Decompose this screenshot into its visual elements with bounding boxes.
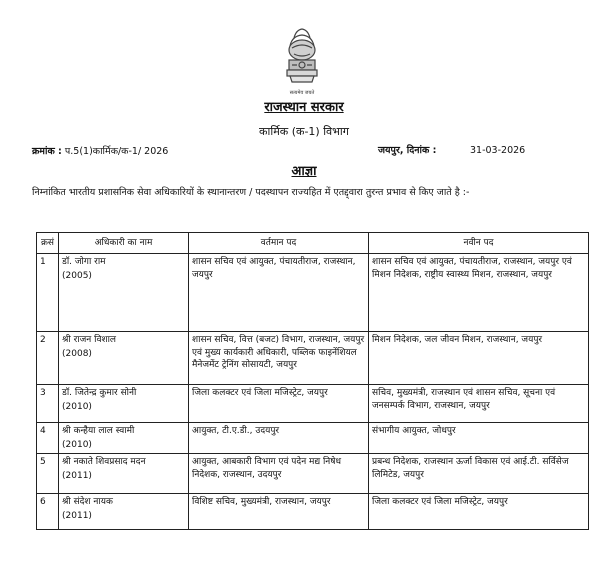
table-row [37, 385, 589, 423]
current-post: शासन सचिव, वित्त (बजट) विभाग, राजस्थान, जयपुर एवं मुख्य कार्यकारी अधिकारी, पब्लिक फाइनेंशियल मैनेजमेंट ट्रेनिंग सोसायटी, जयपुर [189, 332, 369, 385]
row-serial: 4 [37, 423, 59, 454]
order-number-value: प.5(1)कार्मिक/क-1/ 2026 [64, 146, 169, 157]
officer-batch: (2010) [62, 401, 92, 412]
order-heading: आज्ञा [291, 164, 317, 179]
order-number-label: क्रमांक : [32, 146, 62, 157]
new-post: प्रबन्ध निदेशक, राजस्थान ऊर्जा विकास एवं आई.टी. सर्विसेज लिमिटेड, जयपुर [369, 454, 589, 494]
officer-name: डॉ. जोगा राम [62, 257, 106, 267]
new-post: सचिव, मुख्यमंत्री, राजस्थान एवं शासन सचिव, सूचना एवं जनसम्पर्क विभाग, राजस्थान, जयपुर [369, 385, 589, 423]
transfer-table [36, 232, 589, 530]
column-header-new-post: नवीन पद [369, 233, 589, 254]
current-post: विशिष्ट सचिव, मुख्यमंत्री, राजस्थान, जयपुर [189, 494, 369, 530]
current-post: जिला कलक्टर एवं जिला मजिस्ट्रेट, जयपुर [189, 385, 369, 423]
department-title: कार्मिक (क-1) विभाग [259, 125, 349, 138]
officer-cell [59, 385, 189, 423]
table-row [37, 454, 589, 494]
table-row [37, 494, 589, 530]
column-header-sno: क्रसं [37, 233, 59, 254]
state-emblem [276, 24, 328, 102]
officer-batch: (2005) [62, 270, 92, 281]
officer-cell [59, 332, 189, 385]
officer-cell [59, 254, 189, 332]
place-date-label: जयपुर, दिनांक : [378, 145, 437, 156]
new-post: संभागीय आयुक्त, जोधपुर [369, 423, 589, 454]
row-serial: 5 [37, 454, 59, 494]
current-post: आयुक्त, टी.ए.डी., उदयपुर [189, 423, 369, 454]
officer-name: श्री नकाते शिवप्रसाद मदन [62, 457, 146, 467]
new-post: शासन सचिव एवं आयुक्त, पंचायतीराज, राजस्थान, जयपुर एवं मिशन निदेशक, राष्ट्रीय स्वास्थ्य मिशन, राजस्थान, जयपुर [369, 254, 589, 332]
row-serial: 6 [37, 494, 59, 530]
officer-batch: (2011) [62, 470, 92, 481]
table-header-row [37, 233, 589, 254]
current-post: शासन सचिव एवं आयुक्त, पंचायतीराज, राजस्थान, जयपुर [189, 254, 369, 332]
government-title: राजस्थान सरकार [264, 100, 344, 115]
officer-name: श्री कन्हैया लाल स्वामी [62, 426, 135, 436]
table-row [37, 332, 589, 385]
order-date: 31-03-2026 [470, 145, 526, 156]
column-header-name: अधिकारी का नाम [59, 233, 189, 254]
officer-cell [59, 494, 189, 530]
row-serial: 3 [37, 385, 59, 423]
officer-batch: (2008) [62, 348, 92, 359]
current-post: आयुक्त, आबकारी विभाग एवं पदेन मद्य निषेध निदेशक, राजस्थान, उदयपुर [189, 454, 369, 494]
new-post: जिला कलक्टर एवं जिला मजिस्ट्रेट, जयपुर [369, 494, 589, 530]
table-row [37, 254, 589, 332]
column-header-current-post: वर्तमान पद [189, 233, 369, 254]
officer-name: डॉ. जितेन्द्र कुमार सोनी [62, 388, 137, 398]
table-row [37, 423, 589, 454]
row-serial: 2 [37, 332, 59, 385]
row-serial: 1 [37, 254, 59, 332]
order-intro-text: निम्नांकित भारतीय प्रशासनिक सेवा अधिकारियों के स्थानान्तरण / पदस्थापन राज्यहित में एतद्द्वारा तुरन्त प्रभाव से किए जाते है :- [32, 187, 470, 198]
officer-batch: (2011) [62, 510, 92, 521]
officer-batch: (2010) [62, 439, 92, 450]
lion-capital-emblem-icon [276, 24, 328, 90]
order-number [32, 145, 168, 159]
officer-name: श्री राजन विशाल [62, 335, 116, 345]
officer-cell [59, 454, 189, 494]
officer-name: श्री संदेश नायक [62, 497, 113, 507]
new-post: मिशन निदेशक, जल जीवन मिशन, राजस्थान, जयपुर [369, 332, 589, 385]
emblem-motto: सत्यमेव जयते [289, 90, 315, 96]
officer-cell [59, 423, 189, 454]
